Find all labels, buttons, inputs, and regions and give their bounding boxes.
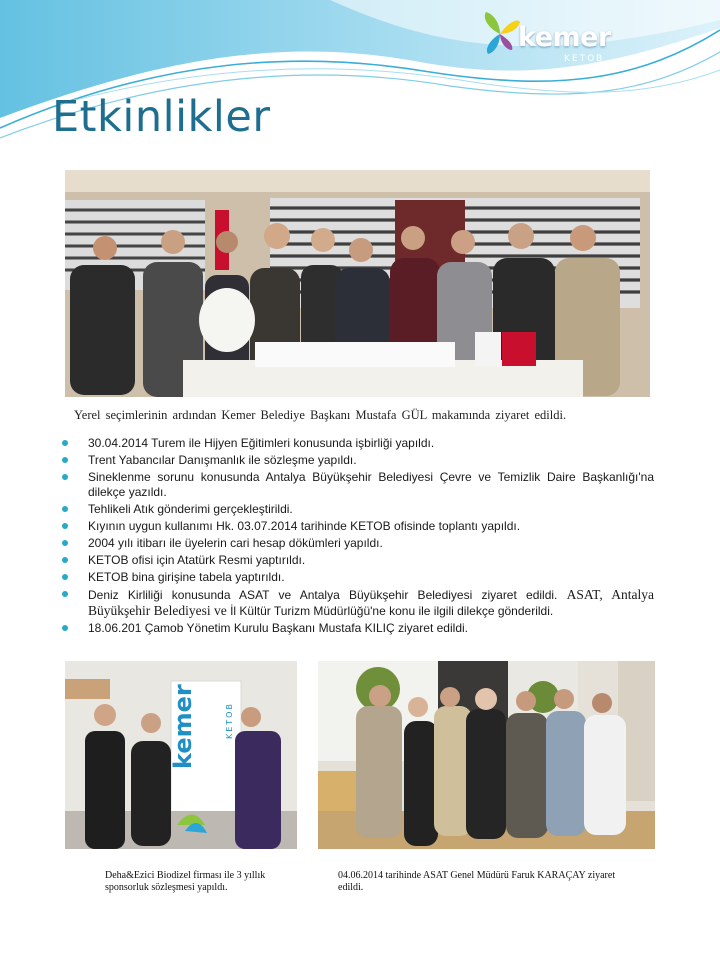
list-item-text: Tehlikeli Atık gönderimi gerçekleştirildi. (88, 502, 293, 516)
bullet-dot-icon (62, 523, 68, 529)
bullet-dot-icon (62, 591, 68, 597)
list-item-text: 30.04.2014 Turem ile Hijyen Eğitimleri konusunda işbirliği yapıldı. (88, 436, 435, 450)
list-item-text: KETOB ofisi için Atatürk Resmi yaptırıldı. (88, 553, 306, 567)
main-photo (65, 170, 650, 397)
banner-text: kemer (169, 684, 197, 769)
list-item (62, 453, 654, 468)
bullet-dot-icon (62, 625, 68, 631)
list-item-text: 2004 yılı itibarı ile üyelerin cari hesap dökümleri yapıldı. (88, 536, 383, 550)
bullet-dot-icon (62, 457, 68, 463)
list-item (62, 570, 654, 585)
list-item (62, 553, 654, 568)
list-item-text: 18.06.201 Çamob Yönetim Kurulu Başkanı Mustafa KILIÇ ziyaret edildi. (88, 621, 468, 635)
leaf-icon (478, 10, 522, 56)
list-item (62, 536, 654, 551)
bullet-dot-icon (62, 540, 68, 546)
activity-list (62, 436, 654, 638)
list-item (62, 519, 654, 534)
bullet-dot-icon (62, 506, 68, 512)
bullet-dot-icon (62, 557, 68, 563)
list-item (62, 436, 654, 451)
banner-subtext: KETOB (225, 702, 234, 739)
bullet-dot-icon (62, 474, 68, 480)
list-item-text: KETOB bina girişine tabela yaptırıldı. (88, 570, 285, 584)
list-item-text: Trent Yabancılar Danışmanlık ile sözleşme yapıldı. (88, 453, 357, 467)
main-photo-caption: Yerel seçimlerinin ardından Kemer Belediye Başkanı Mustafa GÜL makamında ziyaret edildi. (74, 408, 567, 422)
list-item-text: Kıyının uygun kullanımı Hk. 03.07.2014 tarihinde KETOB ofisinde toplantı yapıldı. (88, 519, 521, 533)
list-item (62, 470, 654, 500)
logo-wordmark: kemer (518, 22, 611, 53)
photo-right-caption: 04.06.2014 tarihinde ASAT Genel Müdürü Faruk KARAÇAY ziyaret edildi. (338, 870, 616, 893)
list-item (62, 502, 654, 517)
photo-right (318, 661, 655, 849)
list-item-text-emphasis: ASAT, Antalya Büyükşehir Belediyesi ve (88, 587, 654, 618)
photo-left-caption: Deha&Ezici Biodizel firması ile 3 yıllık sponsorluk sözleşmesi yapıldı. (105, 870, 266, 893)
page-title: Etkinlikler (52, 92, 271, 142)
photo-left (65, 661, 297, 849)
list-item (62, 621, 654, 636)
list-item (62, 587, 654, 619)
logo-subtext: KETOB (564, 54, 605, 64)
list-item-text: Sineklenme sorunu konusunda Antalya Büyükşehir Belediyesi Çevre ve Temizlik Daire Başkanlığı'na dilekçe yazıldı. (88, 470, 654, 499)
kemer-ketob-logo (478, 8, 618, 70)
bullet-dot-icon (62, 440, 68, 446)
list-item-text: İl Kültür Turizm Müdürlüğü'ne konu ile ilgili dilekçe gönderildi. (230, 604, 554, 618)
bullet-dot-icon (62, 574, 68, 580)
list-item-text: Deniz Kirliliği konusunda ASAT ve Antalya Büyükşehir Belediyesi ziyaret edildi. (88, 588, 558, 602)
